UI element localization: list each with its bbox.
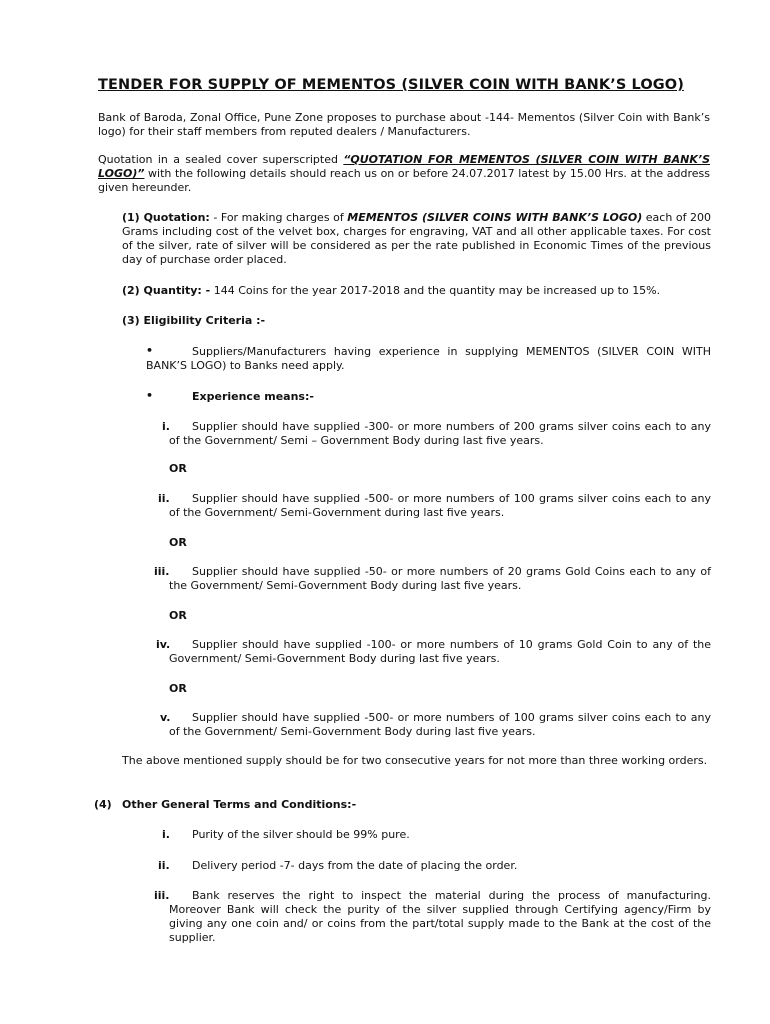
section-number: (4) (94, 798, 112, 811)
term-number: ii. (158, 859, 170, 872)
experience-means-heading (192, 390, 314, 404)
quotation-superscription: “QUOTATION FOR MEMENTOS (SILVER COIN WITH BANK’S LOGO)” (98, 153, 711, 180)
criterion-number: iv. (156, 638, 171, 651)
general-terms-heading (122, 798, 356, 812)
term-text: Delivery period -7- days from the date of placing the order. (192, 859, 518, 872)
or-separator: OR (169, 536, 187, 549)
quotation-label: (1) Quotation: (122, 211, 210, 224)
criterion-number: ii. (158, 492, 170, 505)
or-separator: OR (169, 609, 187, 622)
quotation-section (122, 211, 711, 267)
supply-closing-paragraph: The above mentioned supply should be for two consecutive years for not more than three working orders. (122, 754, 708, 767)
intro-paragraph: Bank of Baroda, Zonal Office, Pune Zone proposes to purchase about -144- Mementos (Silver Coin with Bank’s logo) for their staff members from reputed dealers / Manufacturers. (98, 111, 710, 138)
document-title: TENDER FOR SUPPLY OF MEMENTOS (SILVER COIN WITH BANK’S LOGO) (98, 77, 684, 93)
quotation-text-pre: - For making charges of (209, 211, 348, 224)
criterion-number: v. (160, 711, 171, 724)
criterion-number: i. (162, 420, 170, 433)
quantity-label: (2) Quantity: - (122, 284, 211, 297)
quotation-text-before: Quotation in a sealed cover superscripted (98, 153, 344, 166)
bullet-icon: • (146, 344, 154, 357)
quotation-text-after: with the following details should reach us on or before 24.07.2017 latest by 15.00 Hrs. at the address given hereunder. (98, 167, 710, 194)
term-text: Purity of the silver should be 99% pure. (192, 828, 410, 841)
eligibility-heading (122, 314, 265, 328)
bullet-icon: • (146, 389, 154, 402)
criterion-text: Supplier should have supplied -500- or more numbers of 100 grams silver coins each to any of the Government/ Semi-Government Body during last five years. (169, 711, 711, 738)
general-terms-label: Other General Terms and Conditions:- (122, 798, 357, 811)
criterion-text: Supplier should have supplied -300- or more numbers of 200 grams silver coins each to any of the Government/ Semi – Government Body during last five years. (169, 420, 711, 447)
criterion-number: iii. (154, 565, 170, 578)
quantity-text: 144 Coins for the year 2017-2018 and the quantity may be increased up to 15%. (210, 284, 661, 297)
quotation-text-post: each of 200 Grams including cost of the velvet box, charges for engraving, VAT and all other applicable taxes. For cost of the silver, rate of silver will be considered as per the rate published in Economic Times of the previous day of purchase order placed. (122, 211, 711, 266)
criterion-text: Supplier should have supplied -500- or more numbers of 100 grams silver coins each to any of the Government/ Semi-Government during last five years. (169, 492, 711, 519)
or-separator: OR (169, 682, 187, 695)
quotation-paragraph (98, 153, 710, 195)
eligibility-bullet-suppliers: Suppliers/Manufacturers having experience in supplying MEMENTOS (SILVER COIN WITH BANK’S LOGO) to Banks need apply. (146, 345, 711, 372)
experience-means-label: Experience means:- (192, 390, 314, 403)
term-number: iii. (154, 889, 170, 902)
quantity-section (122, 284, 711, 298)
criterion-text: Supplier should have supplied -50- or more numbers of 20 grams Gold Coins each to any of the Government/ Semi-Government Body during last five years. (169, 565, 711, 592)
criterion-text: Supplier should have supplied -100- or more numbers of 10 grams Gold Coin to any of the Government/ Semi-Government Body during last five years. (169, 638, 711, 665)
or-separator: OR (169, 462, 187, 475)
term-number: i. (162, 828, 170, 841)
term-text: Bank reserves the right to inspect the material during the process of manufacturing. Moreover Bank will check the purity of the silver supplied through Certifying agency/Firm by giving any one coin and/ or coins from the part/total supply made to the Bank at the cost of the supplier. (169, 889, 711, 944)
quotation-mementos: MEMENTOS (SILVER COINS WITH BANK’S LOGO) (347, 211, 643, 224)
eligibility-label: (3) Eligibility Criteria :- (122, 314, 266, 327)
